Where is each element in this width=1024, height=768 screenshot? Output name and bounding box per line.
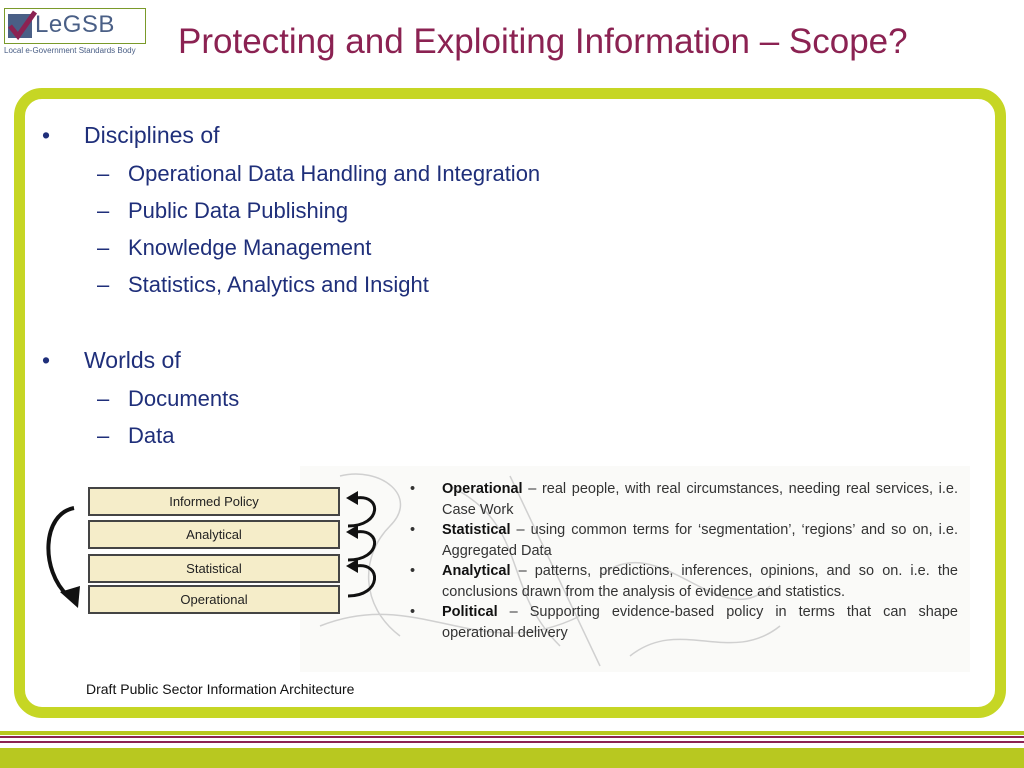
curved-arrow-icon xyxy=(38,500,88,612)
legend-bullet: • xyxy=(410,481,416,497)
legsb-logo xyxy=(4,8,148,58)
bullet-label: Disciplines of xyxy=(84,122,220,148)
slide-title: Protecting and Exploiting Information – Scope? xyxy=(178,22,908,61)
bullet-label: Worlds of xyxy=(84,347,181,373)
sub-bullet-dash: – xyxy=(97,423,110,448)
sub-bullet-label: Public Data Publishing xyxy=(128,198,349,223)
legend-item xyxy=(404,520,958,561)
logo-box xyxy=(4,8,146,44)
sub-bullet-dash: – xyxy=(97,386,110,411)
footer-stripe-purple-2 xyxy=(0,741,1024,743)
footer-stripe-purple xyxy=(0,736,1024,738)
legend-description: – patterns, predictions, inferences, opinions, and so on. i.e. the conclusions drawn from the analysis of evidence and statistics. xyxy=(442,563,958,600)
legend-bullet: • xyxy=(410,563,416,579)
legend-term: Political xyxy=(442,604,498,620)
layer-operational: Operational xyxy=(88,585,340,614)
sub-bullet-label: Statistics, Analytics and Insight xyxy=(128,272,429,297)
sub-bullet-label: Documents xyxy=(128,386,240,411)
checkmark-icon xyxy=(7,10,37,42)
sub-bullet-label: Knowledge Management xyxy=(128,235,372,260)
legend-item xyxy=(404,602,958,643)
bullet-dot: • xyxy=(42,347,51,373)
legend-bullet: • xyxy=(410,604,416,620)
layer-legend xyxy=(404,479,958,643)
legend-term: Analytical xyxy=(442,563,511,579)
bullet-dot: • xyxy=(42,122,51,148)
footer-stripe-green-thin xyxy=(0,731,1024,735)
layer-analytical: Analytical xyxy=(88,520,340,549)
layer-informed-policy: Informed Policy xyxy=(88,487,340,516)
legend-term: Operational xyxy=(442,481,523,497)
layer-statistical: Statistical xyxy=(88,554,340,583)
sub-bullet-label: Data xyxy=(128,423,175,448)
legend-item xyxy=(404,479,958,520)
legend-item xyxy=(404,561,958,602)
legend-description: – Supporting evidence-based policy in terms that can shape operational delivery xyxy=(442,604,958,641)
logo-text: LeGSB xyxy=(35,11,115,38)
footer-stripe-green xyxy=(0,748,1024,768)
sub-bullet-dash: – xyxy=(97,235,110,260)
sub-bullet-dash: – xyxy=(97,198,110,223)
legend-description: – using common terms for ‘segmentation’, ‘regions’ and so on, i.e. Aggregated Data xyxy=(442,522,958,559)
sub-bullet-dash: – xyxy=(97,272,110,297)
legend-description: – real people, with real circumstances, needing real services, i.e. Case Work xyxy=(442,481,958,518)
legend-bullet: • xyxy=(410,522,416,538)
sub-bullet-dash: – xyxy=(97,161,110,186)
loop-arrows-icon xyxy=(342,488,384,612)
diagram-caption: Draft Public Sector Information Architecture xyxy=(86,681,355,697)
legend-term: Statistical xyxy=(442,522,511,538)
logo-subtitle: Local e-Government Standards Body xyxy=(4,46,136,55)
sub-bullet-label: Operational Data Handling and Integration xyxy=(128,161,541,186)
